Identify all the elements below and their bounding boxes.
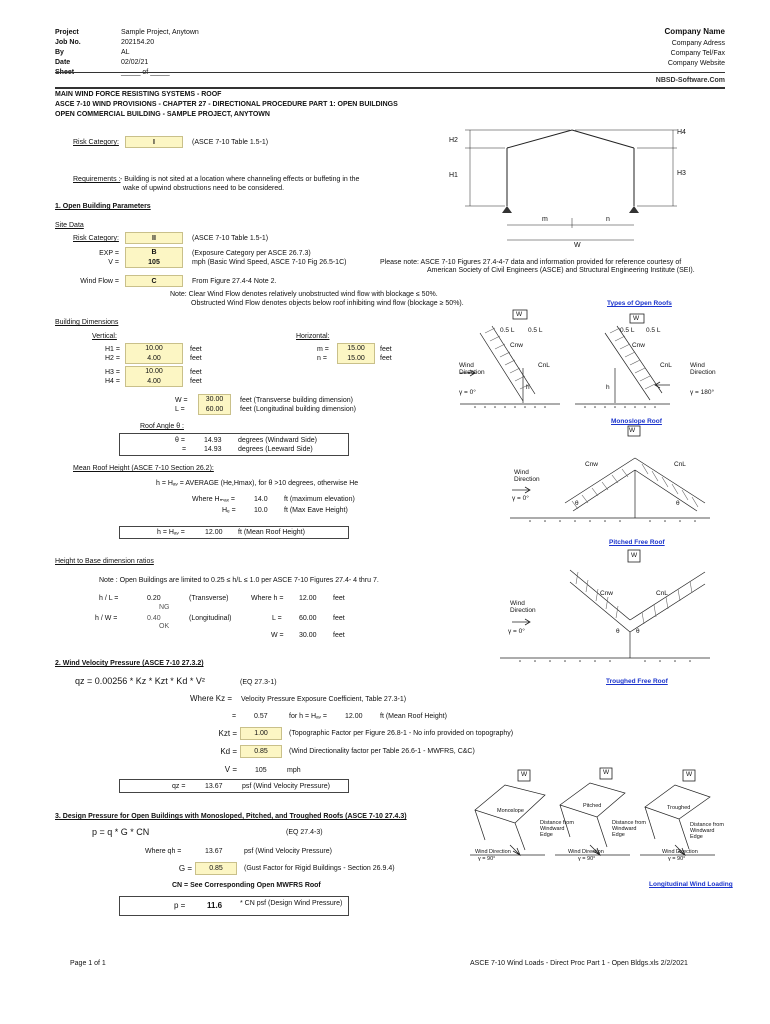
kz-value: 0.57 bbox=[254, 713, 268, 720]
long-pitched-label: Pitched bbox=[583, 803, 602, 809]
mono-wind-dir-left: Wind Direction bbox=[459, 362, 485, 377]
ratio-l-value: 60.00 bbox=[299, 615, 317, 622]
asce-note-2: American Society of Civil Engineers (ASCE) and Structural Engineering Institute (SEI). bbox=[427, 267, 695, 274]
m-label: m = bbox=[317, 346, 329, 353]
l-desc: feet (Longitudinal building dimension) bbox=[240, 406, 356, 413]
kz-for: for h = Hₐᵥ = bbox=[289, 713, 327, 720]
p-eq-ref: (EQ 27.4-3) bbox=[286, 829, 323, 836]
horizontal-heading: Horizontal: bbox=[296, 333, 330, 340]
pitched-w: W bbox=[629, 427, 636, 434]
kz-h: 12.00 bbox=[345, 713, 363, 720]
header-label-project: Project bbox=[55, 29, 79, 36]
g-desc: (Gust Factor for Rigid Buildings - Section 26.9.4) bbox=[244, 865, 395, 872]
site-data-heading: Site Data bbox=[55, 222, 84, 229]
m-value: 15.00 bbox=[347, 345, 365, 352]
wind-flow-label: Wind Flow = bbox=[80, 278, 119, 285]
kd-desc: (Wind Directionality factor per Table 26.6-1 - MWFRS, C&C) bbox=[289, 748, 475, 755]
building-frame-diagram bbox=[445, 118, 675, 253]
building-dimensions-heading: Building Dimensions bbox=[55, 319, 119, 326]
troughed-cnw: Cnw bbox=[600, 590, 614, 597]
mono-w-right: W bbox=[633, 315, 640, 322]
site-risk-ref: (ASCE 7-10 Table 1.5-1) bbox=[192, 235, 269, 242]
p-formula: p = q * G * CN bbox=[92, 827, 150, 837]
frame-label-h4: H4 bbox=[677, 129, 686, 136]
h2-label: H2 = bbox=[105, 355, 120, 362]
n-label: n = bbox=[317, 355, 327, 362]
theta1-value: 14.93 bbox=[204, 437, 222, 444]
longitudinal-wind-loading-link[interactable]: Longitudinal Wind Loading bbox=[649, 881, 733, 888]
ratios-note: Note : Open Buildings are limited to 0.25 ≤ h/L ≤ 1.0 per ASCE 7-10 Figures 27.4- 4 thru 7. bbox=[99, 577, 379, 584]
header-value-date: 02/02/21 bbox=[121, 59, 149, 66]
qh-label: Where qh = bbox=[145, 848, 182, 855]
frame-label-h1: H1 bbox=[449, 172, 458, 179]
hl-value: 0.20 bbox=[147, 595, 161, 602]
mono-cnl-right: CnL bbox=[660, 362, 672, 369]
section2-heading: 2. Wind Velocity Pressure (ASCE 7-10 27.3.2) bbox=[55, 660, 204, 667]
h1-label: H1 = bbox=[105, 346, 120, 353]
risk-category-label: Risk Category: bbox=[73, 139, 119, 146]
l-value: 60.00 bbox=[205, 406, 224, 413]
mean-roof-result-value: 12.00 bbox=[205, 529, 223, 536]
ratio-w-label: W = bbox=[271, 632, 284, 639]
troughed-theta-right: θ bbox=[636, 628, 640, 635]
header-label-jobno: Job No. bbox=[55, 39, 81, 46]
pitched-free-roof-link[interactable]: Pitched Free Roof bbox=[609, 539, 665, 546]
exp-value: B bbox=[151, 249, 157, 256]
wind-flow-note-1: Note: Clear Wind Flow denotes relatively unobstructed wind flow with blockage ≤ 50%. bbox=[170, 291, 438, 298]
mean-roof-result-desc: ft (Mean Roof Height) bbox=[238, 529, 305, 536]
asce-note-1: Please note: ASCE 7-10 Figures 27.4-4-7 data and information provided for reference courtesy of bbox=[380, 259, 682, 266]
mono-half-l-2: 0.5 L bbox=[528, 327, 543, 334]
frame-label-h3: H3 bbox=[677, 170, 686, 177]
kzt-desc: (Topographic Factor per Figure 26.8-1 - No info provided on topography) bbox=[289, 730, 514, 737]
hl-label: h / L = bbox=[99, 595, 119, 602]
mono-half-l-1: 0.5 L bbox=[500, 327, 515, 334]
mean-roof-heading: Mean Roof Height (ASCE 7-10 Section 26.2): bbox=[73, 465, 214, 472]
exp-label: EXP = bbox=[99, 250, 119, 257]
qh-desc: psf (Wind Velocity Pressure) bbox=[244, 848, 332, 855]
long-wind-dir-3: Wind Direction bbox=[662, 849, 698, 855]
frame-label-w: W bbox=[574, 242, 581, 249]
pitched-theta-left: θ bbox=[575, 500, 579, 507]
pitched-cnw: Cnw bbox=[585, 461, 599, 468]
exp-input[interactable] bbox=[125, 247, 183, 268]
ratio-h-value: 12.00 bbox=[299, 595, 317, 602]
wind-flow-note-2: Obstructed Wind Flow denotes objects below roof inhibiting wind flow (blockage ≥ 50%). bbox=[191, 300, 464, 307]
monoslope-roof-link[interactable]: Monoslope Roof bbox=[611, 418, 662, 425]
mono-h-left: h bbox=[526, 384, 530, 391]
vertical-heading: Vertical: bbox=[92, 333, 117, 340]
types-of-open-roofs-link[interactable]: Types of Open Roofs bbox=[607, 300, 672, 307]
h1-unit: feet bbox=[190, 346, 202, 353]
mono-cnw-left: Cnw bbox=[510, 342, 524, 349]
long-w-2: W bbox=[603, 769, 610, 776]
header-value-project: Sample Project, Anytown bbox=[121, 29, 199, 36]
requirements-label: Requirements : bbox=[73, 176, 121, 183]
mean-roof-result-label: h = Hₐᵥ = bbox=[157, 529, 185, 536]
pitched-gamma: γ = 0° bbox=[512, 495, 529, 502]
long-w-1: W bbox=[521, 771, 528, 778]
exp-ref: (Exposure Category per ASCE 26.7.3) bbox=[192, 250, 311, 257]
ratio-w-unit: feet bbox=[333, 632, 345, 639]
kzt-label: Kzt = bbox=[218, 729, 237, 738]
wind-flow-ref: From Figure 27.4-4 Note 2. bbox=[192, 278, 277, 285]
w-value: 30.00 bbox=[205, 396, 224, 403]
theta2-value: 14.93 bbox=[204, 446, 222, 453]
mean-roof-result-box bbox=[119, 526, 349, 539]
long-dist-3: Distance from Windward Edge bbox=[690, 822, 724, 841]
v2-unit: mph bbox=[287, 767, 301, 774]
v-value: 105 bbox=[148, 259, 160, 266]
kd-input[interactable]: 0.85 bbox=[240, 745, 282, 758]
h3-h4-input[interactable] bbox=[125, 366, 183, 387]
h2-value: 4.00 bbox=[147, 355, 161, 362]
troughed-cnl: CnL bbox=[656, 590, 668, 597]
hmax-desc: ft (maximum elevation) bbox=[284, 496, 355, 503]
header-value-sheet: _____ of _____ bbox=[121, 69, 170, 76]
header-label-by: By bbox=[55, 49, 64, 56]
wind-flow-input[interactable]: C bbox=[125, 275, 183, 287]
roof-angle-heading: Roof Angle θ : bbox=[140, 423, 184, 430]
mono-half-l-3: 0.5 L bbox=[620, 327, 635, 334]
pitched-cnl: CnL bbox=[674, 461, 686, 468]
v-label: V = bbox=[108, 259, 119, 266]
long-troughed-label: Troughed bbox=[667, 805, 691, 811]
p-result-value: 11.6 bbox=[207, 901, 223, 910]
frame-label-h2: H2 bbox=[449, 137, 458, 144]
h4-label: H4 = bbox=[105, 378, 120, 385]
requirements-text2: wake of upwind obstructions need to be considered. bbox=[123, 185, 285, 192]
mono-w-left: W bbox=[516, 311, 523, 318]
h3-value: 10.00 bbox=[145, 368, 163, 375]
hmax-label: Where Hₘₐₓ = bbox=[192, 496, 235, 503]
software-site: NBSD-Software.Com bbox=[655, 77, 725, 84]
mono-half-l-4: 0.5 L bbox=[646, 327, 661, 334]
mono-cnl-left: CnL bbox=[538, 362, 550, 369]
troughed-wind-dir: Wind Direction bbox=[510, 600, 536, 615]
mono-h-right: h bbox=[606, 384, 610, 391]
long-gamma-1: γ = 90° bbox=[478, 856, 496, 862]
kz-desc: Velocity Pressure Exposure Coefficient, Table 27.3-1) bbox=[241, 696, 407, 703]
troughed-free-roof-link[interactable]: Troughed Free Roof bbox=[606, 678, 668, 685]
g-input[interactable]: 0.85 bbox=[195, 862, 237, 875]
hl-desc: (Transverse) bbox=[189, 595, 229, 602]
h3-label: H3 = bbox=[105, 369, 120, 376]
hl-status: NG bbox=[159, 604, 170, 611]
w-label: W = bbox=[175, 397, 188, 404]
g-label: G = bbox=[178, 864, 192, 873]
ratios-heading: Height to Base dimension ratios bbox=[55, 558, 154, 565]
n-value: 15.00 bbox=[347, 355, 365, 362]
hw-value: 0.40 bbox=[147, 615, 161, 622]
requirements-text1: - Building is not sited at a location where channeling effects or buffeting in the bbox=[120, 176, 360, 183]
company-website: Company Website bbox=[667, 60, 725, 67]
hw-status: OK bbox=[159, 623, 170, 630]
w-desc: feet (Transverse building dimension) bbox=[240, 397, 353, 404]
risk-category-ref: (ASCE 7-10 Table 1.5-1) bbox=[192, 139, 269, 146]
long-dist-1: Distance from Windward Edge bbox=[540, 820, 574, 839]
h3-unit: feet bbox=[190, 369, 202, 376]
hmax-value: 14.0 bbox=[254, 496, 268, 503]
company-tel: Company Tel/Fax bbox=[670, 50, 725, 57]
p-result-desc: * CN psf (Design Wind Pressure) bbox=[240, 900, 343, 907]
long-gamma-3: γ = 90° bbox=[668, 856, 686, 862]
kz-eq: = bbox=[232, 713, 237, 720]
w-l-input[interactable] bbox=[198, 394, 231, 415]
qz-result-value: 13.67 bbox=[205, 783, 223, 790]
section1-heading: 1. Open Building Parameters bbox=[55, 203, 151, 210]
company-name: Company Name bbox=[664, 27, 725, 36]
header-divider bbox=[55, 72, 725, 73]
v-ref: mph (Basic Wind Speed, ASCE 7-10 Fig 26.5-1C) bbox=[192, 259, 347, 266]
long-w-3: W bbox=[686, 771, 693, 778]
qz-formula: qz = 0.00256 * Kz * Kzt * Kd * V² bbox=[75, 676, 205, 686]
qz-eq-ref: (EQ 27.3-1) bbox=[240, 679, 277, 686]
qh-value: 13.67 bbox=[205, 848, 223, 855]
mono-gamma-right: γ = 180° bbox=[690, 389, 715, 396]
l-label: L = bbox=[175, 406, 185, 413]
v2-label: V = bbox=[224, 765, 237, 774]
ratio-where-h-label: Where h = bbox=[251, 595, 284, 602]
kzt-input[interactable]: 1.00 bbox=[240, 727, 282, 740]
site-risk-input[interactable]: II bbox=[125, 232, 183, 244]
kz-label: Where Kz = bbox=[190, 694, 233, 703]
theta1-desc: degrees (Windward Side) bbox=[238, 437, 317, 444]
he-desc: ft (Max Eave Height) bbox=[284, 507, 348, 514]
cn-text: CN = See Corresponding Open MWFRS Roof bbox=[172, 882, 321, 889]
n-unit: feet bbox=[380, 355, 392, 362]
company-address: Company Adress bbox=[671, 40, 725, 47]
mono-gamma-left: γ = 0° bbox=[459, 389, 476, 396]
header-value-by: AL bbox=[121, 49, 130, 56]
title-line3: OPEN COMMERCIAL BUILDING - SAMPLE PROJECT, ANYTOWN bbox=[55, 111, 270, 118]
m-unit: feet bbox=[380, 346, 392, 353]
ratio-w-value: 30.00 bbox=[299, 632, 317, 639]
title-line1: MAIN WIND FORCE RESISTING SYSTEMS - ROOF bbox=[55, 91, 222, 98]
ratio-h-unit: feet bbox=[333, 595, 345, 602]
troughed-gamma: γ = 0° bbox=[508, 628, 525, 635]
long-monoslope-label: Monoslope bbox=[497, 808, 524, 814]
troughed-theta-left: θ bbox=[616, 628, 620, 635]
he-label: Hₑ = bbox=[222, 507, 236, 514]
kz-ft: ft (Mean Roof Height) bbox=[380, 713, 447, 720]
long-dist-2: Distance from Windward Edge bbox=[612, 820, 646, 839]
qz-result-label: qz = bbox=[172, 783, 186, 790]
mono-cnw-right: Cnw bbox=[632, 342, 646, 349]
theta2-desc: degrees (Leeward Side) bbox=[238, 446, 313, 453]
h4-value: 4.00 bbox=[147, 378, 161, 385]
ratio-l-unit: feet bbox=[333, 615, 345, 622]
header-label-date: Date bbox=[55, 59, 71, 66]
frame-label-m: m bbox=[542, 216, 548, 223]
header-value-jobno: 202154.20 bbox=[121, 39, 155, 46]
h4-unit: feet bbox=[190, 378, 202, 385]
kd-label: Kd = bbox=[220, 747, 237, 756]
frame-label-n: n bbox=[606, 216, 610, 223]
m-n-input[interactable] bbox=[337, 343, 375, 364]
header-label-sheet: Sheet bbox=[55, 69, 75, 76]
site-risk-label: Risk Category: bbox=[73, 235, 119, 242]
h1-value: 10.00 bbox=[145, 345, 163, 352]
v2-value: 105 bbox=[255, 767, 267, 774]
section3-heading: 3. Design Pressure for Open Buildings with Monosloped, Pitched, and Troughed Roofs (ASCE 7-10 27.4.3) bbox=[55, 813, 407, 820]
theta1-label: θ = bbox=[175, 437, 185, 444]
h1-h2-input[interactable] bbox=[125, 343, 183, 364]
h2-unit: feet bbox=[190, 355, 202, 362]
pitched-wind-dir: Wind Direction bbox=[514, 469, 540, 484]
troughed-w: W bbox=[631, 552, 638, 559]
header-divider-2 bbox=[55, 87, 725, 89]
theta2-label: = bbox=[182, 446, 187, 453]
footer-page: Page 1 of 1 bbox=[70, 960, 106, 967]
ratio-l-label: L = bbox=[272, 615, 282, 622]
pitched-theta-right: θ bbox=[676, 500, 680, 507]
hw-label: h / W = bbox=[95, 615, 118, 622]
long-wind-dir-2: Wind Direction bbox=[568, 849, 604, 855]
qz-result-desc: psf (Wind Velocity Pressure) bbox=[242, 783, 330, 790]
long-wind-dir-1: Wind Direction bbox=[475, 849, 511, 855]
mean-roof-formula: h = Hₐᵥ = AVERAGE (He,Hmax), for θ >10 degrees, otherwise He bbox=[156, 480, 359, 487]
long-gamma-2: γ = 90° bbox=[578, 856, 596, 862]
footer-file: ASCE 7-10 Wind Loads - Direct Proc Part 1 - Open Bldgs.xls 2/2/2021 bbox=[470, 960, 688, 967]
hw-desc: (Longitudinal) bbox=[189, 615, 232, 622]
title-line2: ASCE 7-10 WIND PROVISIONS - CHAPTER 27 - DIRECTIONAL PROCEDURE PART 1: OPEN BUILDINGS bbox=[55, 101, 398, 108]
risk-category-input[interactable]: I bbox=[125, 136, 183, 148]
he-value: 10.0 bbox=[254, 507, 268, 514]
mono-wind-dir-right: Wind Direction bbox=[690, 362, 716, 377]
p-result-label: p = bbox=[174, 901, 186, 910]
